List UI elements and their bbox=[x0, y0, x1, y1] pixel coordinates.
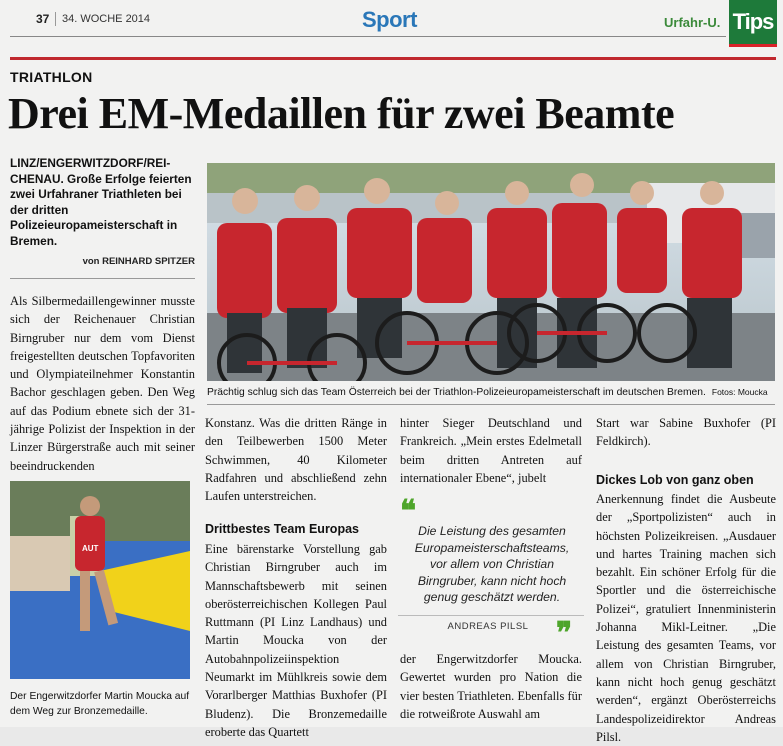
team-photo-image bbox=[207, 163, 775, 381]
close-quote-icon: ❞ bbox=[556, 617, 573, 650]
region-label: Urfahr-U. bbox=[664, 15, 721, 30]
article-headline: Drei EM-Medaillen für zwei Beamte bbox=[8, 89, 675, 138]
quote-rule-top bbox=[398, 615, 584, 616]
runner-photo-caption: Der Engerwitzdorfer Martin Moucka auf dem Weg zur Bronzemedaille. bbox=[10, 691, 190, 717]
byline: von REINHARD SPITZER bbox=[82, 256, 195, 267]
main-caption-text: Prächtig schlug sich das Team Österreich bei der Triathlon-Polizeieuropameisterschaft im deutschen Bremen. bbox=[207, 387, 706, 398]
header-separator bbox=[55, 12, 56, 26]
logo-underline bbox=[729, 44, 777, 47]
open-quote-icon: ❝ bbox=[400, 495, 417, 528]
byline-rule bbox=[10, 278, 195, 279]
jersey-label: AUT bbox=[82, 544, 99, 553]
photo-credit: Fotos: Moucka bbox=[711, 387, 768, 397]
column-1-text: Als Silbermedaillengewinner musste sich der Reichenauer Christian Birngruber nur dem vom Dienst freigestellten deutschen Topfavoriten und Olympiateilnehmer Konstantin Bachor geschlagen geben. Den Weg auf das Podium ebnete sich der 31-jährige Polizist der Inspektion in der Linzer Bürgerstraße auch mit seiner beeindruckenden bbox=[10, 294, 195, 473]
page-number: 37 bbox=[36, 12, 50, 26]
page-header bbox=[0, 0, 783, 44]
column-4-text-b: Anerkennung findet die Ausbeute der „Sportpolizisten“ auch in höchsten Polizeikreisen. „Ausdauer und hartes Training machen sich bezahlt. Ein schöner Erfolg für die Sportler und die österreichische Polizei“, gratuliert Innenministerin Johanna Mikl-Leitner. „Die Leistung des gesamten Teams, vor allem von Christian Birngruber, kann nicht hoch genug geschätzt werden“, ergänzt Oberösterreichs Landespolizeidirektor Andreas Pilsl. bbox=[596, 492, 776, 744]
caption-rule bbox=[207, 404, 775, 405]
issue-week: 34. WOCHE 2014 bbox=[62, 13, 151, 25]
column-3-text-b: der Engerwitzdorfer Moucka. Gewertet wurden pro Nation die vier besten Triathleten. Ebenfalls für die rotweißrote Auswahl am bbox=[400, 652, 582, 721]
runner-photo-image bbox=[10, 481, 190, 679]
subhead-team: Drittbestes Team Europas bbox=[205, 522, 359, 536]
runner-photo bbox=[10, 481, 190, 679]
pull-quote-author: ANDREAS PILSL bbox=[447, 621, 529, 632]
header-rule bbox=[10, 36, 726, 37]
pull-quote bbox=[398, 495, 584, 650]
lead-text: Große Erfolge feierten zwei Urfahraner Triathleten bei der dritten Polizeieuropameisterschaft in Bremen. bbox=[10, 171, 192, 248]
tips-logo: Tips bbox=[729, 0, 777, 44]
article-lead bbox=[10, 156, 195, 250]
column-4-text-a: Start war Sabine Buxhofer (PI Feldkirch). bbox=[596, 416, 776, 449]
main-photo-caption bbox=[207, 387, 775, 398]
column-2-text-a: Konstanz. Was die dritten Ränge in den Teilbewerben 1500 Meter Schwimmen, 40 Kilometer Radfahren und abschließend zehn Laufen unterstreichen. bbox=[205, 416, 387, 504]
column-2-text-b: Eine bärenstarke Vorstellung gab Christian Birngruber auch im Mannschaftsbewerb mit seinen oberösterreichischen Kollegen Paul Ruttmann (PI Linz Landhaus) und Martin Moucka von der Autobahnpolizeiinspektion Neumarkt im Mühlkreis sowie dem Vorarlberger Matthias Buxhofer (PI Bludenz). Die Bronzemedaille eroberte das Quartett bbox=[205, 542, 387, 739]
column-3-text-a: hinter Sieger Deutschland und Frankreich. „Mein erstes Edelmetall beim dritten Antreten auf internationaler Ebene“, jubelt bbox=[400, 416, 582, 485]
pull-quote-text: Die Leistung des gesamten Europameisterschaftsteams, vor allem von Christian Birngruber, kann nicht hoch genug geschätzt werden. bbox=[414, 524, 570, 604]
section-title: Sport bbox=[362, 7, 417, 32]
team-photo bbox=[207, 163, 775, 381]
article-kicker: TRIATHLON bbox=[10, 69, 93, 85]
subhead-praise: Dickes Lob von ganz oben bbox=[596, 473, 754, 487]
lead-dateline: LINZ/ENGERWITZDORF/REI-CHENAU. bbox=[10, 156, 171, 186]
section-rule bbox=[10, 57, 776, 60]
